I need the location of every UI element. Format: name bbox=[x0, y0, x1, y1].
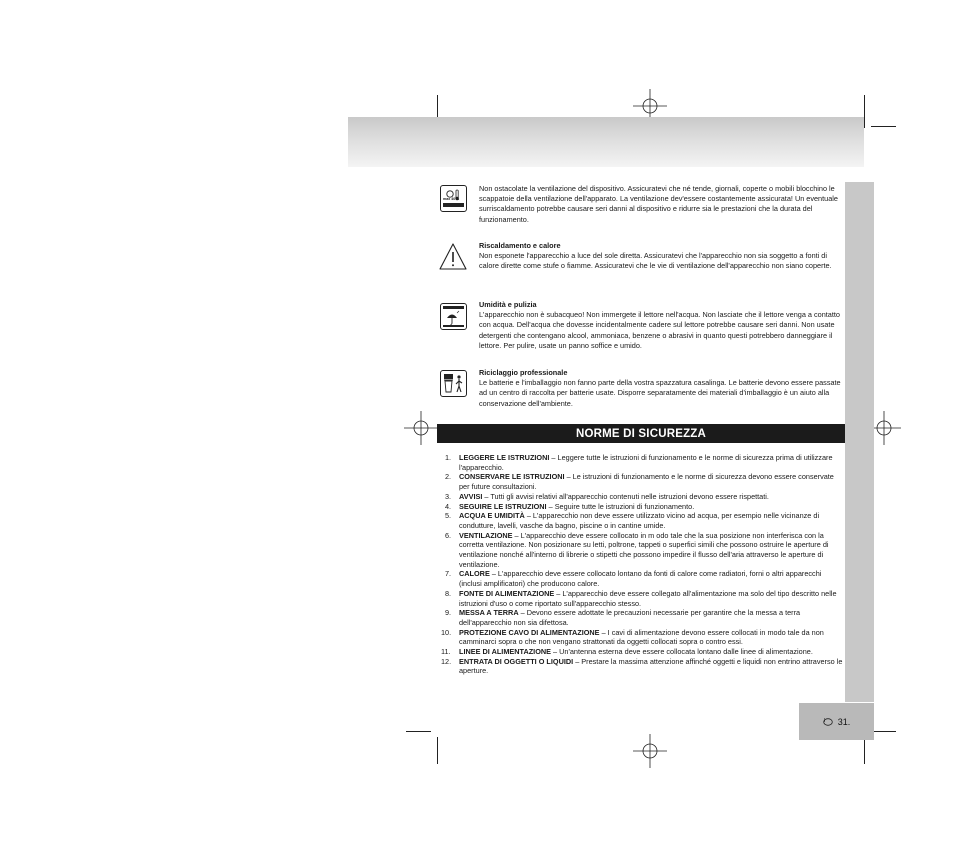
rule-text: – Devono essere adottate le precauzioni necessarie per garantire che la messa a terra dell'apparecchio non sia difettosa. bbox=[459, 608, 801, 627]
rule-keyword: ENTRATA DI OGGETTI O LIQUIDI bbox=[459, 656, 574, 666]
heat-section bbox=[479, 241, 845, 272]
list-item: 9. MESSA A TERRA – Devono essere adottate le precauzioni necessarie per garantire che la messa a terra dell'apparecchio non sia difettosa. bbox=[445, 608, 801, 627]
max-temperature-label: max 40°C bbox=[443, 197, 460, 201]
rule-keyword: CALORE bbox=[459, 569, 490, 579]
ventilation-temperature-icon bbox=[440, 185, 467, 212]
list-item: 7. CALORE – L'apparecchio deve essere collocato lontano da fonti di calore come radiatori, forni o altri apparecchi (inclusi amplificatori) che producono calore. bbox=[445, 569, 822, 589]
rule-keyword: LEGGERE LE ISTRUZIONI bbox=[459, 453, 550, 462]
rule-text: – L'apparecchio deve essere collocato in m odo tale che la sua posizione non interferisca con la corretta ventilazione. Non posizionare su letti, poltrone, tappeti o superfici simili che possono ostruire le aperture di ventilazione nonché all'interno di librerie o stipetti che possono impedire il flusso dell'aria attraverso le aperture di ventilazione. bbox=[459, 530, 829, 569]
list-item: 4. SEGUIRE LE ISTRUZIONI – Seguire tutte le istruzioni di funzionamento. bbox=[445, 501, 695, 511]
list-item: 3. AVVISI – Tutti gli avvisi relativi all'apparecchio contenuti nelle istruzioni devono essere rispettati. bbox=[445, 491, 769, 501]
recycling-section bbox=[479, 368, 845, 409]
rule-keyword: VENTILAZIONE bbox=[459, 530, 513, 540]
rule-text: – L'apparecchio deve essere collegato all'alimentazione ma solo del tipo descritto nelle istruzioni d'uso o come riportato sull'apparecchio stesso. bbox=[459, 588, 837, 608]
rule-text: – Le istruzioni di funzionamento e le norme di sicurezza devono essere conservate per future consultazioni. bbox=[459, 472, 834, 492]
registration-mark-icon bbox=[404, 411, 438, 445]
list-item: 10. PROTEZIONE CAVO DI ALIMENTAZIONE – I cavi di alimentazione devono essere collocati in modo tale da non camminarci sopra o che non vengano strattonati da oggetti collocati sopra o contro essi. bbox=[441, 627, 824, 647]
safety-rules-list bbox=[441, 453, 845, 676]
page-number-box bbox=[799, 703, 874, 740]
crop-mark bbox=[864, 737, 865, 764]
rule-text: – Tutti gli avvisi relativi all'apparecchio contenuti nelle istruzioni devono essere rispettati. bbox=[482, 491, 769, 501]
section-heading: Riscaldamento e calore bbox=[479, 241, 561, 250]
rule-text: – L'apparecchio non deve essere utilizzato vicino ad acqua, per esempio nelle vicinanze di condutture, lavelli, vasche da bagno, piscine o in cantine umide. bbox=[459, 511, 820, 530]
section-heading: Umidità e pulizia bbox=[479, 300, 537, 309]
list-item: 1. LEGGERE LE ISTRUZIONI – Leggere tutte le istruzioni di funzionamento e le norme di sicurezza prima di utilizzare l'apparecchio. bbox=[445, 453, 833, 472]
rule-keyword: MESSA A TERRA bbox=[459, 608, 519, 618]
rule-text: – Leggere tutte le istruzioni di funzionamento e le norme di sicurezza prima di utilizzare l'apparecchio. bbox=[459, 453, 833, 472]
rule-keyword: PROTEZIONE CAVO DI ALIMENTAZIONE bbox=[459, 627, 600, 637]
recycling-bin-icon bbox=[440, 370, 467, 397]
language-marker-letter: I bbox=[824, 718, 826, 724]
rule-keyword: LINEE DI ALIMENTAZIONE bbox=[459, 647, 552, 657]
rule-text: – Un'antenna esterna deve essere collocata lontano dalle linee di alimentazione. bbox=[551, 647, 813, 657]
safety-title-bar bbox=[437, 424, 845, 443]
crop-mark bbox=[437, 737, 438, 764]
header-band bbox=[348, 117, 864, 167]
section-text: Le batterie e l'imballaggio non fanno parte della vostra spazzatura casalinga. Le batterie devono essere passate ad un centro di raccolta per batterie usate. Disporre separatamente dei materiali d'imballaggio è un aiuto alla conservazione dell'ambiente. bbox=[479, 378, 841, 408]
list-item: 11. LINEE DI ALIMENTAZIONE – Un'antenna esterna deve essere collocata lontano dalle linee di alimentazione. bbox=[441, 647, 813, 657]
rule-keyword: SEGUIRE LE ISTRUZIONI bbox=[459, 501, 547, 511]
safety-title: NORME DI SICUREZZA bbox=[575, 427, 707, 440]
registration-mark-icon bbox=[633, 734, 667, 768]
rule-keyword: CONSERVARE LE ISTRUZIONI bbox=[459, 472, 565, 482]
humidity-section bbox=[479, 300, 845, 351]
crop-mark bbox=[871, 731, 896, 732]
section-text: L'apparecchio non è subacqueo! Non immergete il lettore nell'acqua. Non lasciate che il lettore venga a contatto con acqua. Dell'acqua che dovesse incidentalmente cadere sul lettore potrebbe causare seri danni. Non usate detergenti che contengano alcool, ammoniaca, benzene o abrasivi in quanto questi potrebbero danneggiare il lettore. Per pulire, usate un panno soffice e umido. bbox=[479, 310, 840, 350]
ventilation-section bbox=[479, 184, 845, 225]
crop-mark bbox=[871, 126, 896, 127]
rule-text: – L'apparecchio deve essere collocato lontano da fonti di calore come radiatori, forni o altri apparecchi (inclusi amplificatori) che producono calore. bbox=[459, 569, 822, 589]
list-item: 2. CONSERVARE LE ISTRUZIONI – Le istruzioni di funzionamento e le norme di sicurezza devono essere conservate per future consultazioni. bbox=[445, 472, 834, 492]
list-item: 6. VENTILAZIONE – L'apparecchio deve essere collocato in m odo tale che la sua posizione non interferisca con la corretta ventilazione. Non posizionare su letti, poltrone, tappeti o superfici simili che possono ostruire le aperture di ventilazione nonché all'interno di librerie o stipetti che possono impedire il flusso dell'aria attraverso le aperture di ventilazione. bbox=[445, 530, 829, 569]
crop-mark bbox=[864, 95, 865, 128]
rule-keyword: FONTE DI ALIMENTAZIONE bbox=[459, 588, 555, 598]
side-tab bbox=[845, 182, 874, 702]
crop-mark bbox=[406, 731, 431, 732]
list-item: 8. FONTE DI ALIMENTAZIONE – L'apparecchio deve essere collegato all'alimentazione ma solo del tipo descritto nelle istruzioni d'uso o come riportato sull'apparecchio stesso. bbox=[445, 588, 837, 608]
page-number: 31. bbox=[837, 716, 851, 727]
list-item: 5. ACQUA E UMIDITÀ – L'apparecchio non deve essere utilizzato vicino ad acqua, per esempio nelle vicinanze di condutture, lavelli, vasche da bagno, piscine o in cantine umide. bbox=[445, 511, 820, 530]
section-text: Non ostacolate la ventilazione del dispositivo. Assicuratevi che né tende, giornali, coperte o mobili blocchino le scappatoie della ventilazione dell'apparato. La ventilazione dev'essere costantemente assicurata! Un eventuale surriscaldamento potrebbe causare seri danni al dispositivo e ridurre sia le prestazioni che la durata del funzionamento. bbox=[479, 184, 838, 224]
section-heading: Riciclaggio professionale bbox=[479, 368, 568, 377]
section-text: Non esponete l'apparecchio a luce del sole diretta. Assicuratevi che l'apparecchio non sia soggetto a fonti di calore dirette come stufe o fiamme. Assicuratevi che le vie di ventilazione dell'apparecchio non siano coperte. bbox=[479, 251, 832, 271]
humidity-umbrella-icon bbox=[440, 303, 467, 330]
rule-text: – Seguire tutte le istruzioni di funzionamento. bbox=[546, 501, 695, 511]
rule-keyword: ACQUA E UMIDITÀ bbox=[459, 511, 525, 521]
warning-triangle-icon bbox=[438, 242, 468, 272]
rule-text: – I cavi di alimentazione devono essere collocati in modo tale da non camminarci sopra o che non vengano strattonati da oggetti collocati sopra o contro essi. bbox=[459, 627, 824, 647]
list-item: 12. ENTRATA DI OGGETTI O LIQUIDI – Prestare la massima attenzione affinché oggetti e liquidi non entrino attraverso le aperture. bbox=[441, 656, 843, 676]
rule-keyword: AVVISI bbox=[459, 491, 483, 501]
rule-text: – Prestare la massima attenzione affinché oggetti e liquidi non entrino attraverso le aperture. bbox=[459, 656, 843, 676]
